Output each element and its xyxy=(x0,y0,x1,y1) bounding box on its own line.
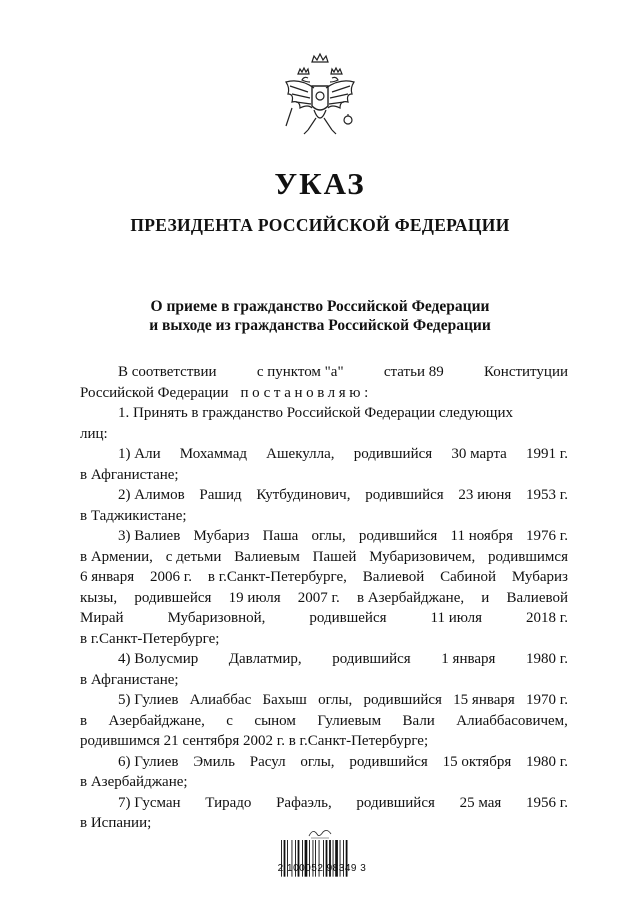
document-heading-line: и выходе из гражданства Российской Федерации xyxy=(149,317,491,334)
list-item-continuation: в Азербайджане; xyxy=(80,774,188,790)
preamble-line: Российской Федерации постановляю: xyxy=(80,383,568,404)
list-item: 6) Гулиев Эмиль Расул оглы, родившийся 15 октября 1980 г. xyxy=(118,753,568,770)
signature-mark-icon xyxy=(305,826,335,840)
document-type-title: УКАЗ xyxy=(274,166,366,201)
list-item-continuation: в Азербайджане, с сыном Гулиевым Вали Алиаббасовичем, xyxy=(80,712,568,729)
list-item-continuation: в Афганистане; xyxy=(80,466,179,483)
list-item: 7) Гусман Тирадо Рафаэль, родившийся 25 мая 1956 г. xyxy=(118,794,568,811)
issuer-subtitle: ПРЕЗИДЕНТА РОССИЙСКОЙ ФЕДЕРАЦИИ xyxy=(130,215,510,235)
list-item-continuation: в Испании; xyxy=(80,815,152,831)
list-item-continuation: в Таджикистане; xyxy=(80,507,187,524)
paragraph-line: 1. Принять в гражданство Российской Федерации следующих xyxy=(118,405,513,421)
barcode-icon xyxy=(281,840,359,880)
list-item-continuation: Мирай Мубаризовной, родившейся 11 июля 2018 г. xyxy=(80,610,568,626)
preamble-line: В соответствии с пунктом "а" статьи 89 Конституции xyxy=(118,364,568,380)
list-item: 2) Алимов Рашид Кутбудинович, родившийся 23 июня 1953 г. xyxy=(118,487,568,503)
list-item: 1) Али Мохаммад Ашекулла, родившийся 30 марта 1991 г. xyxy=(118,446,568,462)
document-body xyxy=(80,362,568,834)
list-item-continuation: родившимся 21 сентября 2002 г. в г.Санкт-Петербурге; xyxy=(80,733,429,749)
list-item-continuation: кызы, родившейся 19 июля 2007 г. в Азербайджане, и Валиевой xyxy=(80,589,568,606)
list-item-continuation: в Армении, с детьми Валиевым Пашей Мубаризовичем, родившимся xyxy=(80,548,568,565)
coat-of-arms-emblem-icon xyxy=(278,48,362,148)
paragraph-line: лиц: xyxy=(80,425,108,442)
document-heading-line: О приеме в гражданство Российской Федерации xyxy=(150,298,490,315)
list-item-continuation: 6 января 2006 г. в г.Санкт-Петербурге, Валиевой Сабиной Мубариз xyxy=(80,569,568,585)
list-item: 4) Волусмир Давлатмир, родившийся 1 января 1980 г. xyxy=(118,651,568,667)
decree-verb: постановляю: xyxy=(240,384,372,401)
list-item: 3) Валиев Мубариз Паша оглы, родившийся 11 ноября 1976 г. xyxy=(118,528,568,544)
list-item-continuation: в Афганистане; xyxy=(80,671,179,688)
list-item-continuation: в г.Санкт-Петербурге; xyxy=(80,630,220,647)
list-item: 5) Гулиев Алиаббас Бахыш оглы, родившийся 15 января 1970 г. xyxy=(118,692,568,708)
barcode-number: 2 100052 98349 3 xyxy=(277,863,367,874)
document-heading xyxy=(0,297,640,335)
